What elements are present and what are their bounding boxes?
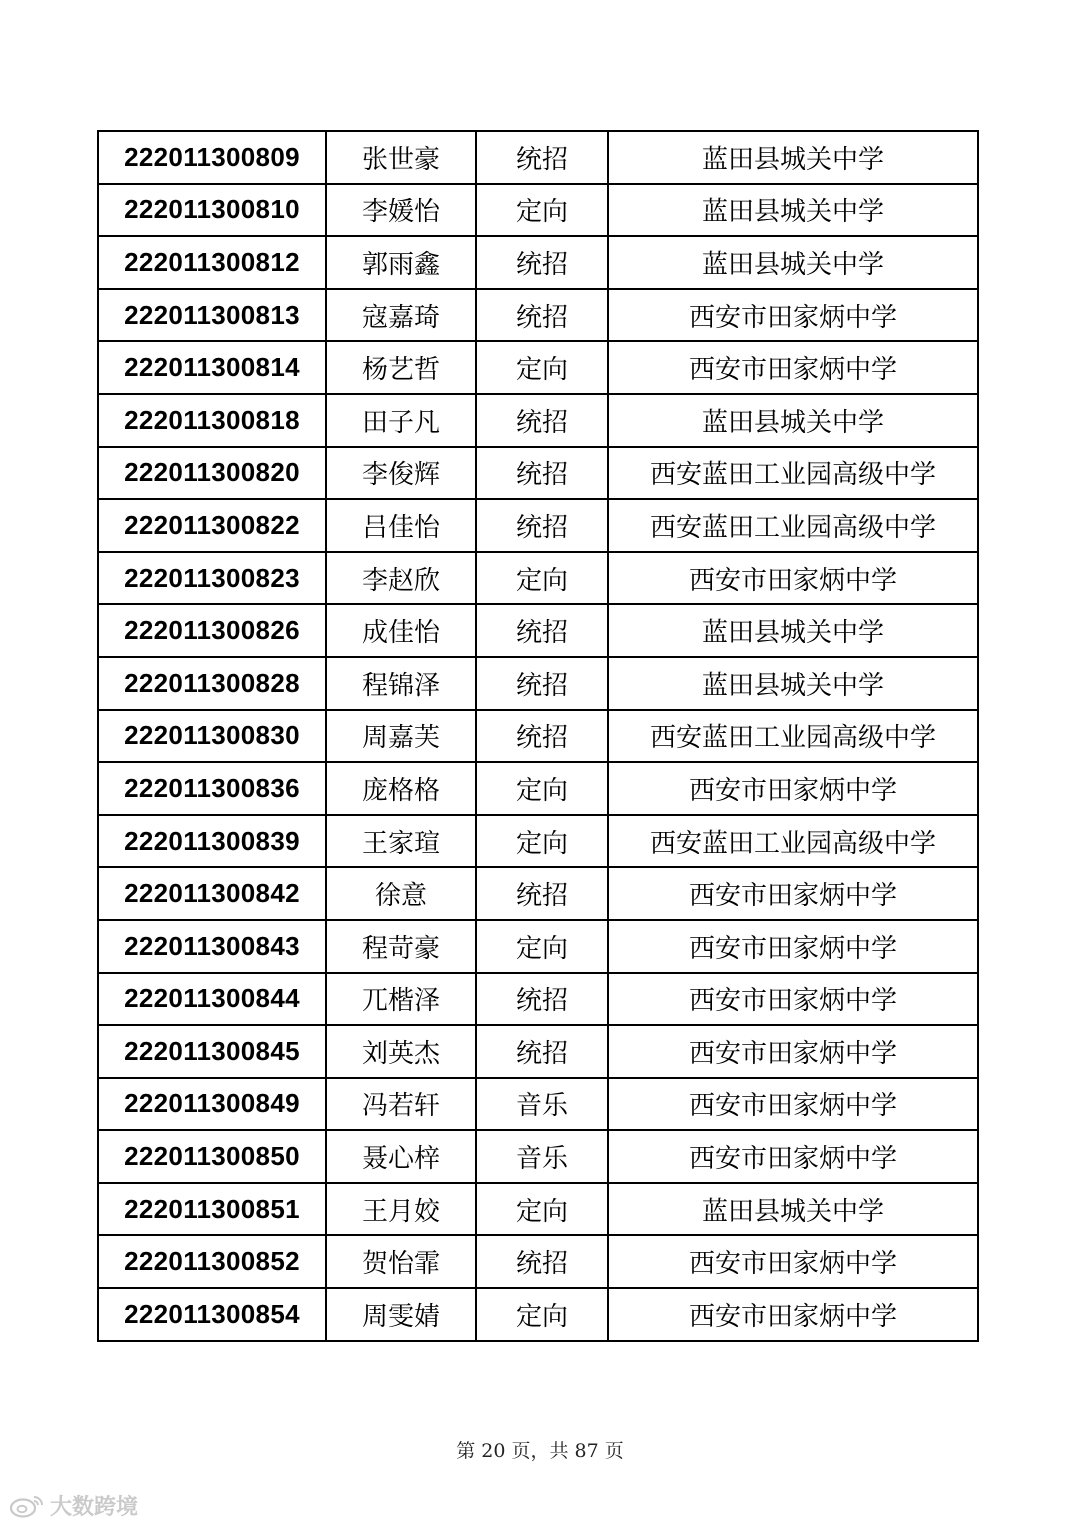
admission-type-cell: 定向	[476, 1288, 608, 1341]
weibo-icon	[8, 1493, 46, 1519]
student-name-cell: 兀楷泽	[326, 973, 476, 1026]
table-row	[98, 1288, 978, 1341]
school-cell: 蓝田县城关中学	[608, 184, 978, 237]
student-id-cell: 222011300813	[98, 289, 326, 342]
admission-type-cell: 定向	[476, 920, 608, 973]
table-row	[98, 1235, 978, 1288]
admission-type-cell: 统招	[476, 710, 608, 763]
student-name-cell: 刘英杰	[326, 1025, 476, 1078]
admission-type-cell: 统招	[476, 657, 608, 710]
admission-type-cell: 统招	[476, 447, 608, 500]
student-name-cell: 杨艺哲	[326, 341, 476, 394]
table-row	[98, 604, 978, 657]
school-cell: 西安蓝田工业园高级中学	[608, 447, 978, 500]
school-cell: 蓝田县城关中学	[608, 236, 978, 289]
student-id-cell: 222011300851	[98, 1183, 326, 1236]
table-row	[98, 447, 978, 500]
table-row	[98, 710, 978, 763]
admission-type-cell: 统招	[476, 499, 608, 552]
student-name-cell: 成佳怡	[326, 604, 476, 657]
student-id-cell: 222011300820	[98, 447, 326, 500]
student-id-cell: 222011300843	[98, 920, 326, 973]
table-row	[98, 236, 978, 289]
table-row	[98, 394, 978, 447]
student-id-cell: 222011300836	[98, 762, 326, 815]
school-cell: 西安市田家炳中学	[608, 867, 978, 920]
admission-type-cell: 统招	[476, 1235, 608, 1288]
student-name-cell: 李俊辉	[326, 447, 476, 500]
student-id-cell: 222011300830	[98, 710, 326, 763]
admission-type-cell: 统招	[476, 1025, 608, 1078]
table-row	[98, 920, 978, 973]
student-name-cell: 王家瑄	[326, 815, 476, 868]
student-id-cell: 222011300818	[98, 394, 326, 447]
school-cell: 西安蓝田工业园高级中学	[608, 499, 978, 552]
student-name-cell: 王月姣	[326, 1183, 476, 1236]
student-name-cell: 周雯婧	[326, 1288, 476, 1341]
student-id-cell: 222011300810	[98, 184, 326, 237]
student-name-cell: 聂心梓	[326, 1130, 476, 1183]
table-row	[98, 867, 978, 920]
admission-type-cell: 统招	[476, 973, 608, 1026]
admission-type-cell: 定向	[476, 762, 608, 815]
student-id-cell: 222011300822	[98, 499, 326, 552]
student-name-cell: 贺怡霏	[326, 1235, 476, 1288]
table-row	[98, 973, 978, 1026]
admission-type-cell: 定向	[476, 815, 608, 868]
student-name-cell: 李媛怡	[326, 184, 476, 237]
admission-type-cell: 统招	[476, 604, 608, 657]
student-id-cell: 222011300839	[98, 815, 326, 868]
student-name-cell: 张世豪	[326, 131, 476, 184]
student-name-cell: 程苛豪	[326, 920, 476, 973]
table-row	[98, 815, 978, 868]
admission-type-cell: 统招	[476, 236, 608, 289]
table-row	[98, 1078, 978, 1131]
school-cell: 西安市田家炳中学	[608, 762, 978, 815]
table-row	[98, 184, 978, 237]
admission-type-cell: 定向	[476, 184, 608, 237]
school-cell: 西安市田家炳中学	[608, 289, 978, 342]
table-row	[98, 131, 978, 184]
student-name-cell: 徐意	[326, 867, 476, 920]
school-cell: 蓝田县城关中学	[608, 604, 978, 657]
school-cell: 西安市田家炳中学	[608, 552, 978, 605]
student-name-cell: 冯若轩	[326, 1078, 476, 1131]
school-cell: 西安市田家炳中学	[608, 1025, 978, 1078]
admission-type-cell: 音乐	[476, 1130, 608, 1183]
school-cell: 西安蓝田工业园高级中学	[608, 815, 978, 868]
student-name-cell: 郭雨鑫	[326, 236, 476, 289]
student-id-cell: 222011300809	[98, 131, 326, 184]
admission-type-cell: 统招	[476, 289, 608, 342]
table-row	[98, 552, 978, 605]
table-row	[98, 341, 978, 394]
page-number: 第 20 页，共 87 页	[456, 1440, 624, 1462]
school-cell: 西安市田家炳中学	[608, 1288, 978, 1341]
school-cell: 西安市田家炳中学	[608, 973, 978, 1026]
school-cell: 蓝田县城关中学	[608, 131, 978, 184]
admission-type-cell: 定向	[476, 552, 608, 605]
table-row	[98, 1025, 978, 1078]
admission-type-cell: 音乐	[476, 1078, 608, 1131]
school-cell: 蓝田县城关中学	[608, 657, 978, 710]
student-id-cell: 222011300823	[98, 552, 326, 605]
student-name-cell: 周嘉芙	[326, 710, 476, 763]
student-id-cell: 222011300828	[98, 657, 326, 710]
table-body	[98, 131, 978, 1341]
student-id-cell: 222011300845	[98, 1025, 326, 1078]
student-name-cell: 庞格格	[326, 762, 476, 815]
table-row	[98, 1183, 978, 1236]
admission-type-cell: 统招	[476, 394, 608, 447]
student-id-cell: 222011300854	[98, 1288, 326, 1341]
student-id-cell: 222011300842	[98, 867, 326, 920]
watermark-text: 大数跨境	[50, 1495, 139, 1520]
table-row	[98, 762, 978, 815]
student-name-cell: 程锦泽	[326, 657, 476, 710]
student-id-cell: 222011300812	[98, 236, 326, 289]
student-id-cell: 222011300849	[98, 1078, 326, 1131]
school-cell: 西安市田家炳中学	[608, 1235, 978, 1288]
school-cell: 西安市田家炳中学	[608, 1078, 978, 1131]
school-cell: 西安市田家炳中学	[608, 341, 978, 394]
school-cell: 西安市田家炳中学	[608, 1130, 978, 1183]
admission-table	[97, 130, 979, 1342]
admission-type-cell: 统招	[476, 131, 608, 184]
admission-type-cell: 统招	[476, 867, 608, 920]
student-id-cell: 222011300850	[98, 1130, 326, 1183]
student-name-cell: 田子凡	[326, 394, 476, 447]
student-id-cell: 222011300826	[98, 604, 326, 657]
table-row	[98, 289, 978, 342]
admission-type-cell: 定向	[476, 341, 608, 394]
student-name-cell: 吕佳怡	[326, 499, 476, 552]
school-cell: 西安蓝田工业园高级中学	[608, 710, 978, 763]
student-id-cell: 222011300844	[98, 973, 326, 1026]
student-name-cell: 寇嘉琦	[326, 289, 476, 342]
student-name-cell: 李赵欣	[326, 552, 476, 605]
table-row	[98, 657, 978, 710]
school-cell: 蓝田县城关中学	[608, 1183, 978, 1236]
student-id-cell: 222011300814	[98, 341, 326, 394]
student-id-cell: 222011300852	[98, 1235, 326, 1288]
school-cell: 蓝田县城关中学	[608, 394, 978, 447]
school-cell: 西安市田家炳中学	[608, 920, 978, 973]
watermark	[8, 1490, 138, 1521]
admission-type-cell: 定向	[476, 1183, 608, 1236]
table-row	[98, 1130, 978, 1183]
table-row	[98, 499, 978, 552]
